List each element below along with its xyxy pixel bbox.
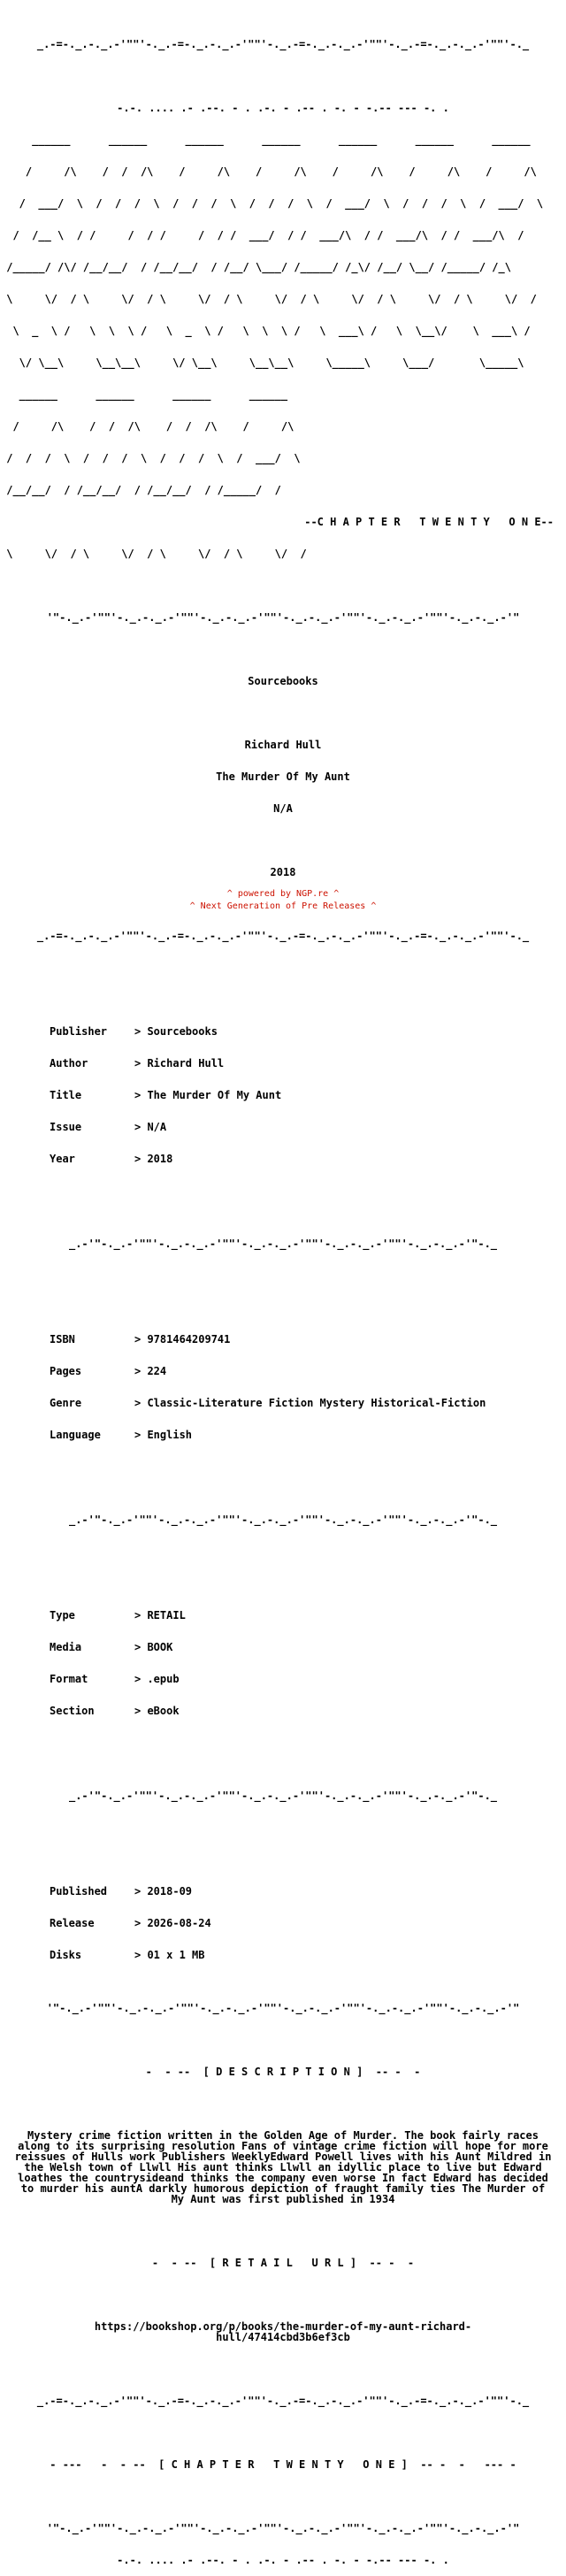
- border-divider-2: '"-._.-'""'-._.-._.-'""'-._.-._.-'""'-._.-._.-'""'-._.-._.-'""'-._.-._.-'": [46, 2002, 520, 2014]
- description-text: Mystery crime fiction written in the Golden Age of Murder. The book fairly races along to its surprising resolution Fans of vintage crime fiction will hope for more reissues of Hulls work Publishers WeeklyEdward Powell lives with his Aunt Mildred in the Welsh town of Llwll His aunt thinks Llwll an idyllic place to live but Edward loathes the countrysideand thinks the company even worse In fact Edward has decided to murder his auntA darkly humorous depiction of fraught family ties The Murder of My Aunt was first published in 1934: [14, 2129, 552, 2205]
- detail-row: Publisher > Sourcebooks: [50, 1025, 218, 1038]
- header-title: The Murder Of My Aunt: [216, 770, 350, 783]
- header-publisher: Sourcebooks: [248, 675, 318, 687]
- separator: _.-'"-._.-'""'-._.-._.-'""'-._.-._.-'""'-._.-._.-'""'-._.-._.-'"-._: [68, 1238, 498, 1250]
- ascii-banner-2: / /\ / / /\ / /\ / /\ / /\ / /\ / /\: [0, 165, 537, 178]
- ascii-banner-6: \ \/ / \ \/ / \ \/ / \ \/ / \ \/ / \ \/ / \ \/ /: [0, 293, 537, 305]
- detail-row: Pages > 224: [50, 1365, 167, 1377]
- morse-line: -.-. .... .- .--. - . .-. - .-- . -. - -.-- --- -. .: [117, 102, 449, 114]
- detail-row: Year > 2018: [50, 1153, 173, 1165]
- tagline-link[interactable]: ^ Next Generation of Pre Releases ^: [189, 901, 377, 911]
- ascii-banner-8: \/ \__\ \__\__\ \/ \__\ \__\__\ \_____\ \___/ \_____\: [0, 356, 524, 369]
- header-issue: N/A: [273, 802, 293, 815]
- detail-row: Media > BOOK: [50, 1641, 173, 1653]
- ascii-banner-13: \ \/ / \ \/ / \ \/ / \ \/ /: [0, 548, 307, 560]
- top-border-2: _.-=-._.-._.-'""'-._.-=-._.-._.-'""'-._.-=-._.-._.-'""'-._.-=-._.-._.-'""'-._: [36, 930, 530, 942]
- ascii-banner-5: /_____/ /\/ /__/__/ / /__/__/ / /__/ \___/ /_____/ /_\/ /__/ \__/ /_____/ /_\: [0, 261, 511, 273]
- ascii-banner-7: \ _ \ / \ \ \ / \ _ \ / \ \ \ / \ ___\ / \ \__\/ \ ___\ /: [0, 325, 531, 337]
- detail-row: Title > The Murder Of My Aunt: [50, 1089, 282, 1101]
- detail-row: Type > RETAIL: [50, 1609, 186, 1622]
- details-block-3: [0, 1589, 566, 1737]
- separator: _.-'"-._.-'""'-._.-._.-'""'-._.-._.-'""'-._.-._.-'""'-._.-._.-'"-._: [68, 1790, 498, 1802]
- detail-row: Format > .epub: [50, 1673, 180, 1685]
- header-year: 2018: [270, 866, 296, 878]
- ascii-banner-12: /__/__/ / /__/__/ / /__/__/ / /_____/ /: [0, 484, 281, 496]
- detail-row: Published > 2018-09: [50, 1885, 193, 1898]
- top-border: _.-=-._.-._.-'""'-._.-=-._.-._.-'""'-._.-=-._.-._.-'""'-._.-=-._.-._.-'""'-._: [36, 38, 530, 50]
- nfo-document: [0, 18, 566, 2576]
- footer: [0, 888, 566, 913]
- chapter-banner: --C H A P T E R T W E N T Y O N E--: [304, 516, 554, 528]
- top-border-3: _.-=-._.-._.-'""'-._.-=-._.-._.-'""'-._.-=-._.-._.-'""'-._.-=-._.-._.-'""'-._: [36, 2395, 530, 2407]
- morse-line-2: -.-. .... .- .--. - . .-. - .-- . -. - -.-- --- -. .: [117, 2554, 449, 2566]
- details-block-2: [0, 1313, 566, 1461]
- detail-row: ISBN > 9781464209741: [50, 1333, 231, 1346]
- detail-row: Author > Richard Hull: [50, 1057, 225, 1070]
- border-divider: '"-._.-'""'-._.-._.-'""'-._.-._.-'""'-._.-._.-'""'-._.-._.-'""'-._.-._.-'": [46, 611, 520, 624]
- chapter-footer: - --- - - -- [ C H A P T E R T W E N T Y O N E ] -- - - --- -: [50, 2458, 516, 2471]
- detail-row: Language > English: [50, 1429, 193, 1441]
- ascii-banner-1: ______ ______ ______ ______ ______ ______ ______: [0, 134, 531, 146]
- powered-by-link[interactable]: ^ powered by NGP.re ^: [226, 889, 340, 899]
- ascii-banner-10: / /\ / / /\ / / /\ / /\: [0, 420, 294, 433]
- details-block-4: [0, 1865, 566, 1982]
- ascii-banner-11: / / / \ / / / \ / / / \ / ___/ \: [0, 452, 301, 464]
- separator: _.-'"-._.-'""'-._.-._.-'""'-._.-._.-'""'-._.-._.-'""'-._.-._.-'"-._: [68, 1514, 498, 1526]
- ascii-banner-4: / /__ \ / / / / / / / / ___/ / / ___/\ / / ___/\ / / ___/\ /: [0, 229, 524, 242]
- header-author: Richard Hull: [244, 739, 322, 751]
- detail-row: Release > 2026-08-24: [50, 1917, 211, 1929]
- detail-row: Section > eBook: [50, 1705, 180, 1717]
- retail-url-link[interactable]: https://bookshop.org/p/books/the-murder-of-my-aunt-richard-hull/47414cbd3b6ef3cb: [94, 2320, 472, 2343]
- description-heading: - - -- [ D E S C R I P T I O N ] -- - -: [145, 2066, 421, 2078]
- detail-row: Genre > Classic-Literature Fiction Mystery Historical-Fiction: [50, 1397, 486, 1409]
- retail-url-heading: - - -- [ R E T A I L U R L ] -- - -: [151, 2257, 415, 2269]
- detail-row: Disks > 01 x 1 MB: [50, 1949, 205, 1961]
- details-block-1: [0, 1005, 566, 1185]
- detail-row: Issue > N/A: [50, 1121, 167, 1133]
- ascii-banner-9: ______ ______ ______ ______: [0, 388, 288, 401]
- ascii-banner-3: / ___/ \ / / / \ / / / \ / / / \ / ___/ \ / / / \ / ___/ \: [0, 197, 544, 210]
- border-divider-3: '"-._.-'""'-._.-._.-'""'-._.-._.-'""'-._.-._.-'""'-._.-._.-'""'-._.-._.-'": [46, 2522, 520, 2534]
